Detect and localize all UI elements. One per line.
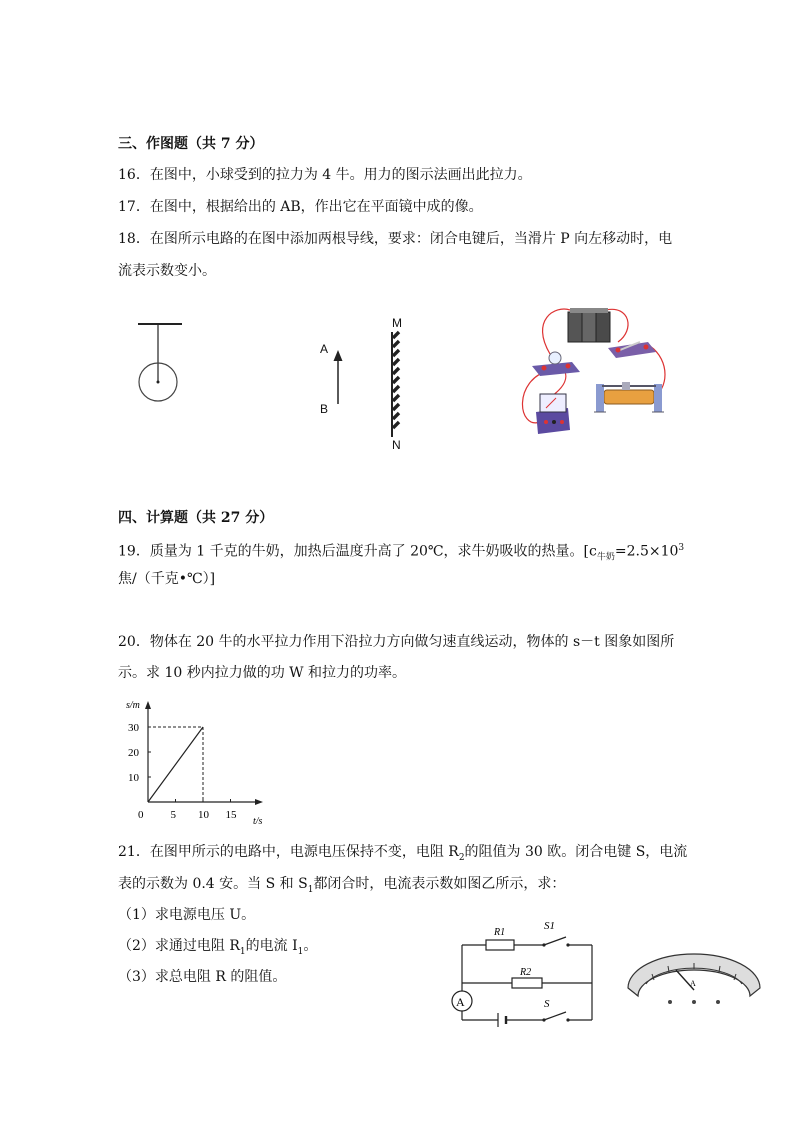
question-19-line1: 19．质量为 1 千克的牛奶，加热后温度升高了 20℃，求牛奶吸收的热量。[$c_{牛奶}=2.5\times 10^3$ <box>118 543 685 563</box>
question-17: 17．在图中，根据给出的 AB，作出它在平面镜中成的像。 <box>118 199 483 215</box>
r2-label: R2 <box>520 967 532 978</box>
mirror-hatching <box>393 332 399 428</box>
resistor-r1 <box>486 940 514 950</box>
ball-string-figure <box>130 318 190 410</box>
x-tick-label-5: 5 <box>170 809 176 821</box>
question-18-line2: 流表示数变小。 <box>118 263 216 279</box>
r1-label: R1 <box>494 927 506 938</box>
label-m: M <box>392 316 402 330</box>
bulb-icon <box>532 352 580 376</box>
y-tick-label-10: 10 <box>128 772 139 784</box>
resistor-r2 <box>512 978 542 988</box>
x-tick-label-15: 15 <box>225 809 237 821</box>
s1-label: S1 <box>544 920 555 932</box>
y-tick-label-30: 30 <box>128 722 139 734</box>
section4-title: 四、计算题（共 27 分） <box>118 510 274 526</box>
question-20-line2: 示。求 10 秒内拉力做的功 W 和拉力的功率。 <box>118 665 407 681</box>
section3-title: 三、作图题（共 7 分） <box>118 136 264 152</box>
question-21-part2: （2）求通过电阻 $R_1$的电流 $I_1$。 <box>118 938 318 957</box>
question-21-part3: （3）求总电阻 R 的阻值。 <box>118 969 287 985</box>
circuit-components-figure <box>510 300 680 440</box>
s-label: S <box>544 998 550 1010</box>
ammeter-dial <box>624 950 764 1008</box>
label-a: A <box>320 342 329 356</box>
st-graph <box>118 696 270 830</box>
rheostat-icon <box>594 382 664 412</box>
question-16: 16．在图中，小球受到的拉力为 4 牛。用力的图示法画出此拉力。 <box>118 167 532 183</box>
y-tick-label-20: 20 <box>128 747 139 759</box>
question-21-part1: （1）求电源电压 U。 <box>118 907 256 923</box>
x-tick-label-10: 10 <box>198 809 209 821</box>
battery-icon <box>568 308 610 342</box>
x-axis-label: t/s <box>253 816 263 827</box>
ammeter-label: A <box>456 995 465 1009</box>
question-18-line1: 18．在图所示电路的在图中添加两根导线，要求：闭合电键后，当滑片 P 向左移动时，电 <box>118 231 673 247</box>
question-21-line2: 表的示数为 0.4 安。当 S 和 $S_1$都闭合时，电流表示数如图乙所示，求： <box>118 876 566 895</box>
st-data-line <box>148 727 203 802</box>
question-21-line1: 21．在图甲所示的电路中，电源电压保持不变，电阻 $R_2$的阻值为 30 欧。闭合电键 S，电流 <box>118 844 688 863</box>
x-tick-label-0: 0 <box>138 809 144 821</box>
label-b: B <box>320 402 329 416</box>
svg-text:A: A <box>690 979 696 988</box>
question-19-line2: 焦/（千克•℃）] <box>118 571 216 587</box>
y-axis-label: s/m <box>126 700 140 711</box>
arrow-head <box>334 350 343 361</box>
circuit-diagram <box>440 915 600 1027</box>
switch-s-lever <box>544 1012 566 1020</box>
mirror-figure <box>300 310 430 455</box>
label-n: N <box>392 438 401 452</box>
question-20-line1: 20．物体在 20 牛的水平拉力作用下沿拉力方向做匀速直线运动，物体的 s－t 图象如图所 <box>118 634 675 650</box>
switch-icon <box>608 342 656 358</box>
switch-s1-lever <box>544 937 566 945</box>
ammeter-icon <box>536 394 570 434</box>
